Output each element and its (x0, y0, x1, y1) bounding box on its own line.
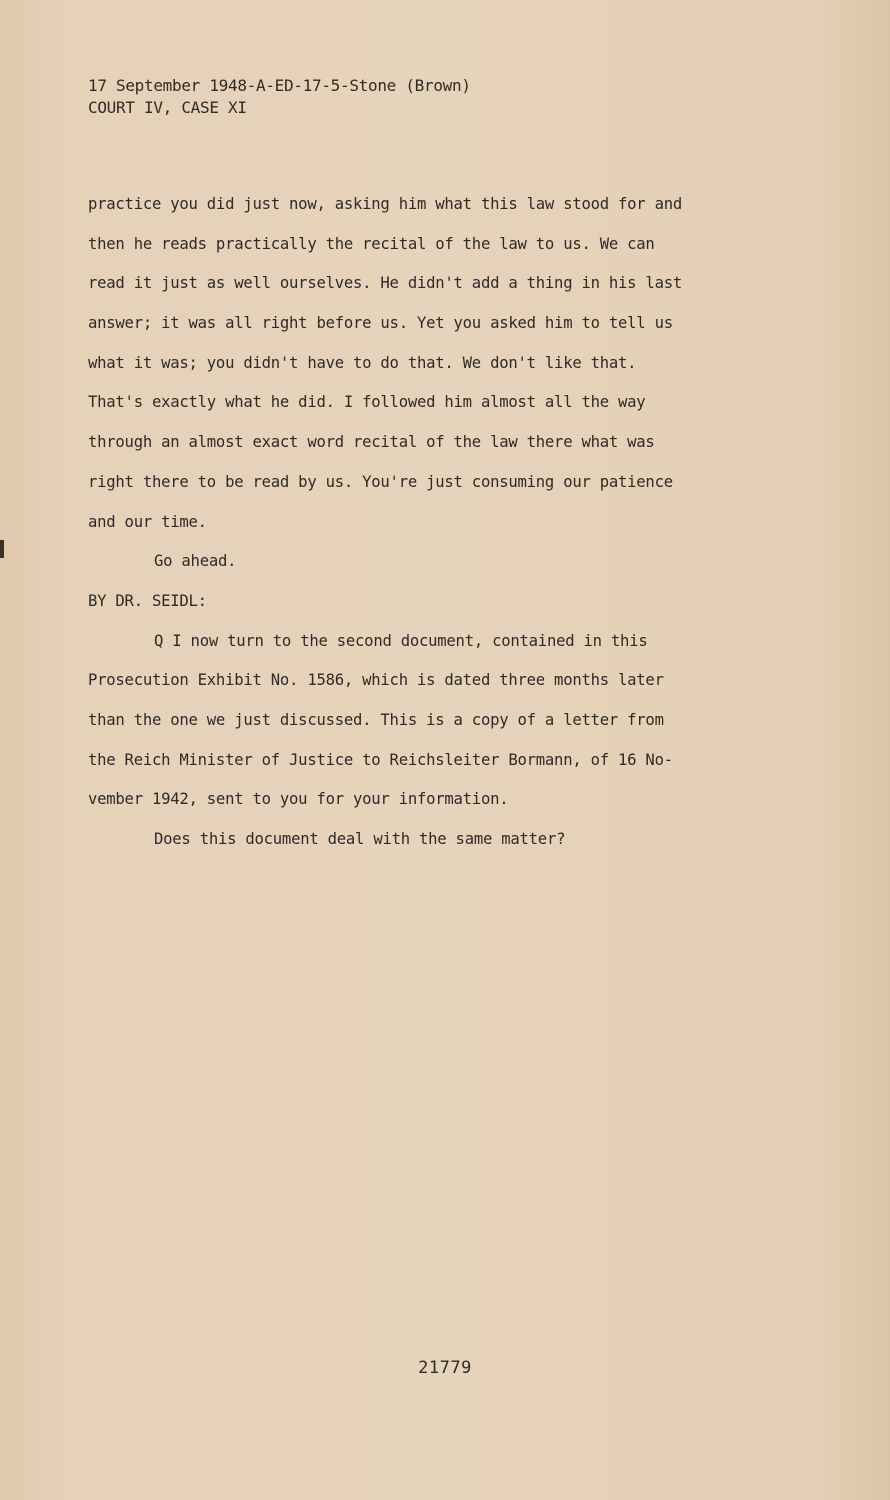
transcript-line: Go ahead. (154, 552, 237, 571)
transcript-line: That's exactly what he did. I followed him almost all the way (88, 393, 646, 412)
transcript-line: Prosecution Exhibit No. 1586, which is dated three months later (88, 671, 664, 690)
document-header (88, 75, 471, 119)
transcript-line: answer; it was all right before us. Yet you asked him to tell us (88, 314, 673, 333)
header-date-line: 17 September 1948-A-ED-17-5-Stone (Brown) (88, 76, 471, 95)
transcript-line: the Reich Minister of Justice to Reichsleiter Bormann, of 16 No- (88, 750, 673, 769)
transcript-body (88, 190, 728, 865)
transcript-line: vember 1942, sent to you for your information. (88, 790, 509, 809)
transcript-line: read it just as well ourselves. He didn't add a thing in his last (88, 274, 682, 293)
transcript-line: right there to be read by us. You're just consuming our patience (88, 472, 673, 491)
page-number: 21779 (418, 1358, 472, 1378)
transcript-line: than the one we just discussed. This is a copy of a letter from (88, 710, 664, 729)
transcript-line: practice you did just now, asking him what this law stood for and (88, 195, 682, 213)
transcript-line: through an almost exact word recital of the law there what was (88, 433, 655, 452)
question-line: Q I now turn to the second document, contained in this (154, 631, 648, 650)
header-court-line: COURT IV, CASE XI (88, 98, 247, 117)
binding-mark (0, 540, 4, 558)
speaker-label: BY DR. SEIDL: (88, 591, 207, 610)
transcript-line: what it was; you didn't have to do that. We don't like that. (88, 353, 637, 372)
transcript-line: then he reads practically the recital of the law to us. We can (88, 234, 655, 253)
transcript-line: Does this document deal with the same matter? (154, 830, 566, 848)
transcript-line: and our time. (88, 512, 207, 531)
